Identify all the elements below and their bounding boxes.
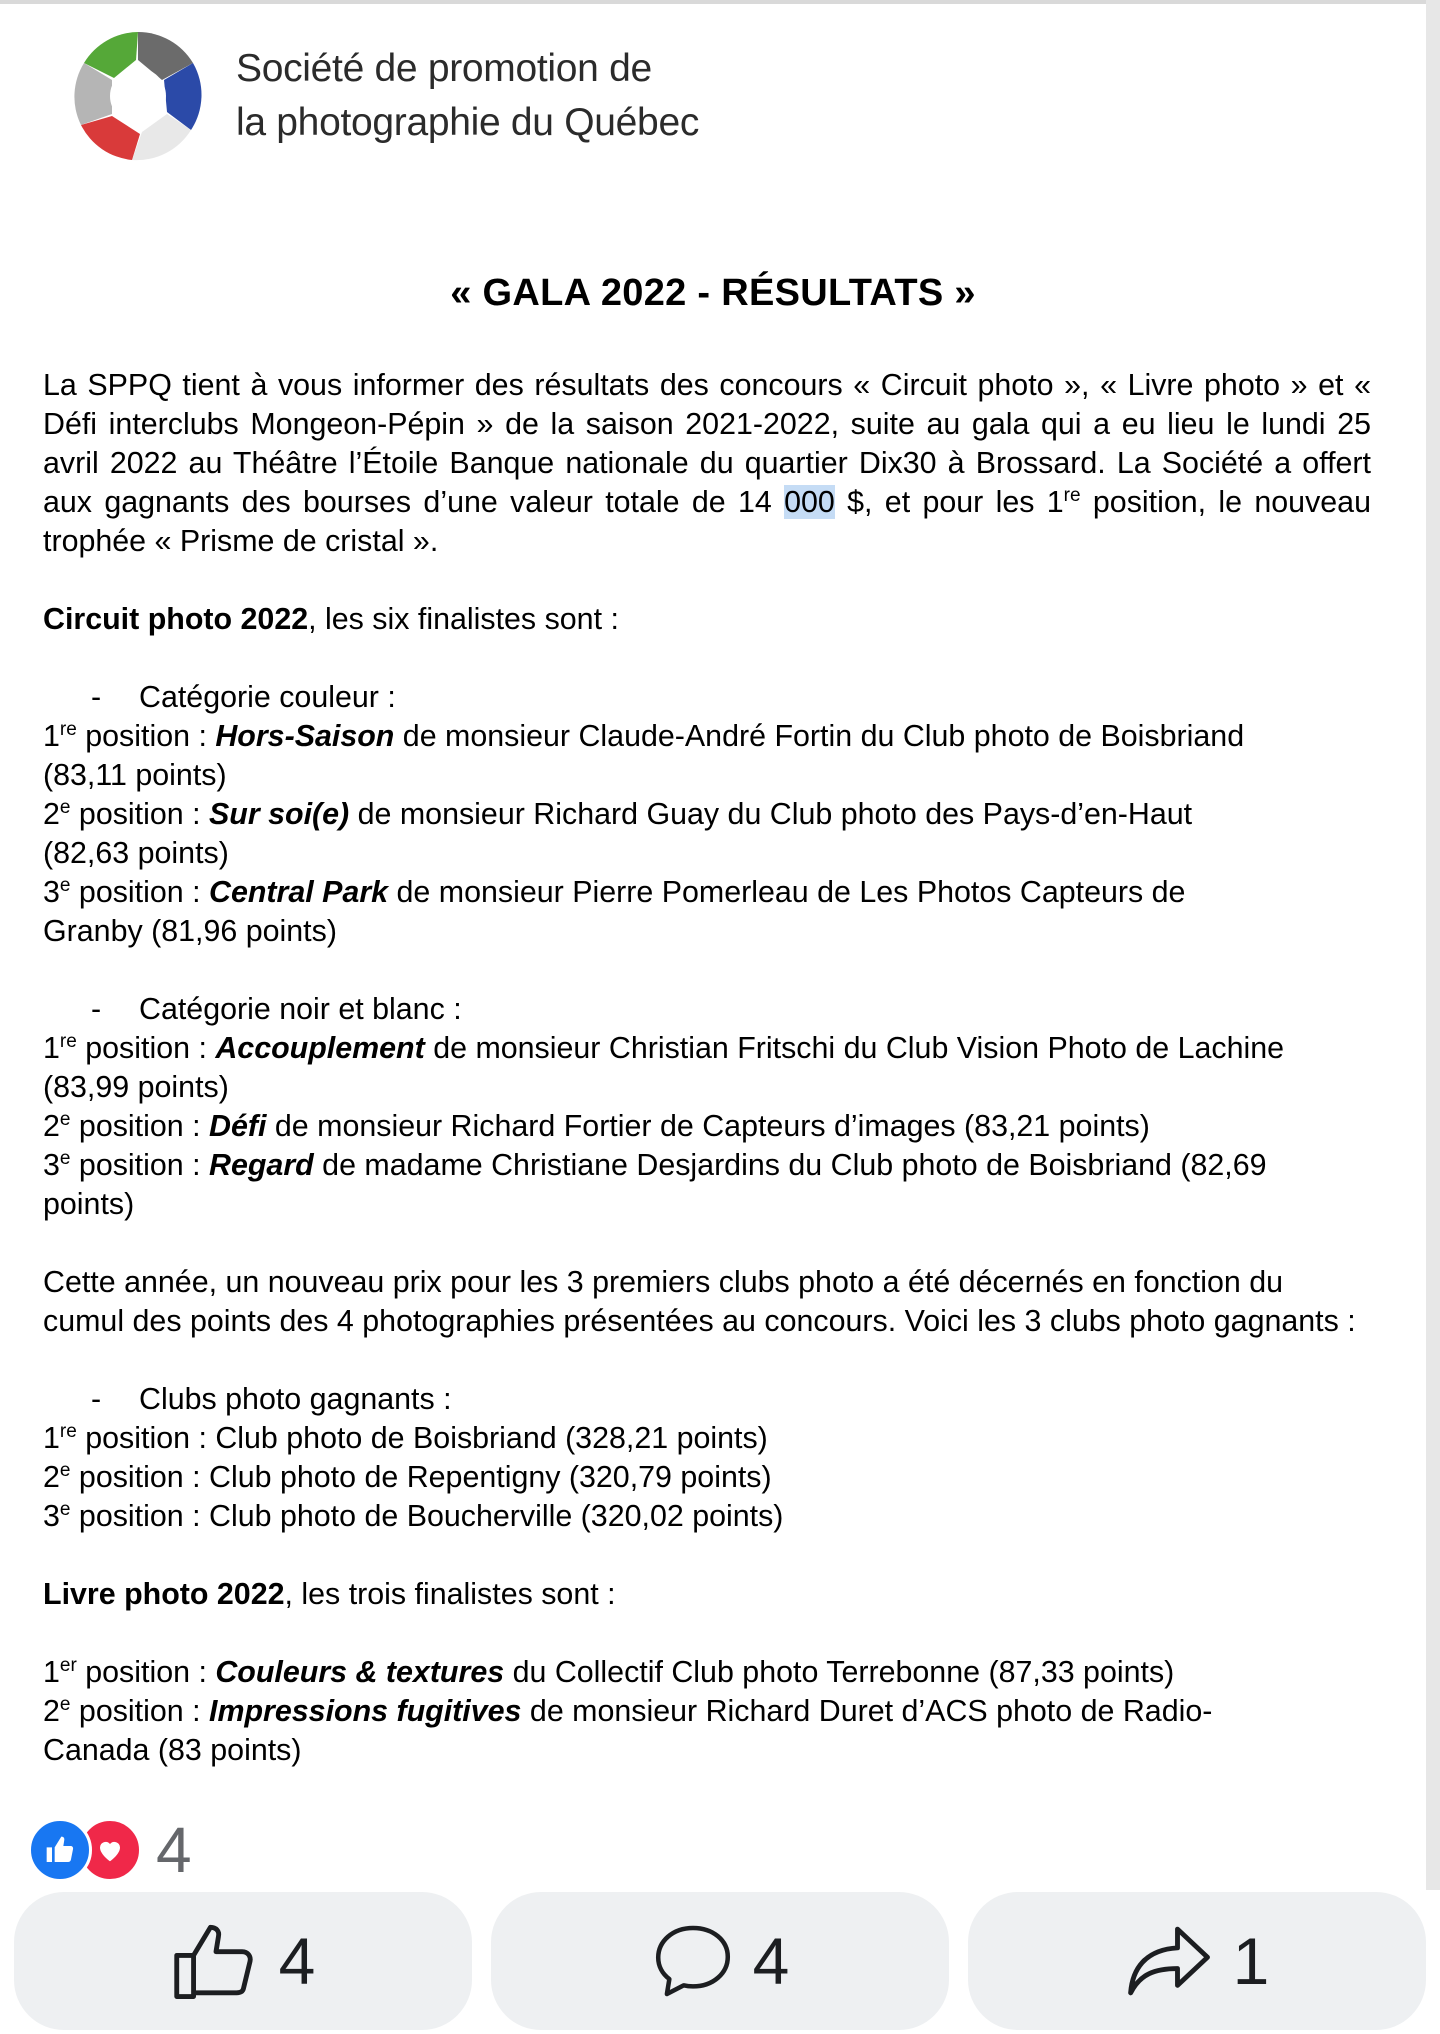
result-points: (83,11 points) — [43, 758, 227, 792]
category-label: Clubs photo gagnants : — [139, 1382, 452, 1416]
like-count: 4 — [278, 1924, 316, 1998]
circuit-heading-bold: Circuit photo 2022 — [43, 602, 309, 636]
club-item: 2e position : Club photo de Repentigny (320,79 points) — [43, 1460, 772, 1494]
selected-text[interactable]: 000 — [784, 485, 835, 519]
result-points: (82,63 points) — [43, 836, 229, 870]
document-title: « GALA 2022 - RÉSULTATS » — [450, 272, 976, 314]
category-noir-blanc: - Catégorie noir et blanc : — [91, 992, 462, 1026]
club-item: 3e position : Club photo de Boucherville (320,02 points) — [43, 1499, 784, 1533]
scroll-edge[interactable] — [1426, 0, 1440, 1890]
result-item: 1re position : Hors-Saison de monsieur Claude-André Fortin du Club photo de Boisbriand — [43, 719, 1245, 753]
intro-text: $, et pour les 1 — [834, 485, 1064, 519]
comment-button[interactable] — [491, 1892, 949, 2030]
category-couleur: - Catégorie couleur : — [91, 680, 396, 714]
reaction-count: 4 — [156, 1814, 192, 1886]
like-reaction-icon — [28, 1818, 92, 1882]
circuit-heading-rest: , les six finalistes sont : — [308, 602, 619, 636]
result-item: 2e position : Défi de monsieur Richard Fortier de Capteurs d’images (83,21 points) — [43, 1109, 1150, 1143]
result-points: Granby (81,96 points) — [43, 914, 337, 948]
result-points: (83,99 points) — [43, 1070, 229, 1104]
result-points: Canada (83 points) — [43, 1733, 302, 1767]
livre-heading — [43, 1575, 1371, 1614]
share-count: 1 — [1232, 1924, 1270, 1998]
thumbs-up-icon — [171, 1918, 261, 2004]
work-title: Accouplement — [215, 1031, 425, 1065]
club-item: 1re position : Club photo de Boisbriand (328,21 points) — [43, 1421, 768, 1455]
comment-icon — [651, 1921, 735, 2001]
category-label: Catégorie couleur : — [139, 680, 396, 714]
org-name-line1: Société de promotion de — [236, 47, 652, 90]
circuit-heading — [43, 600, 1371, 639]
org-name-line2: la photographie du Québec — [236, 101, 700, 144]
work-title: Regard — [209, 1148, 314, 1182]
intro-text: La SPPQ tient à vous informer des résultats des concours « Circuit photo », « Livre photo » et « Défi interclubs Mongeon-Pépin » de la saison 2021-2022, suite au gala qui a eu lieu le lundi 25 avril 2022 au Théâtre l’Étoile Banque nationale du quartier Dix30 à Brossard. La Société a offert aux gagnants des bourses d’une valeur totale de 14 — [43, 368, 1371, 519]
share-button[interactable] — [968, 1892, 1426, 2030]
org-name — [236, 42, 699, 150]
result-item: 3e position : Central Park de monsieur Pierre Pomerleau de Les Photos Capteurs de — [43, 875, 1186, 909]
org-header — [72, 26, 699, 166]
share-arrow-icon — [1125, 1921, 1215, 2001]
document-body — [43, 366, 1371, 1770]
category-label: Catégorie noir et blanc : — [139, 992, 462, 1026]
reactions-summary[interactable] — [28, 1814, 192, 1886]
result-item: 2e position : Sur soi(e) de monsieur Richard Guay du Club photo des Pays-d’en-Haut — [43, 797, 1193, 831]
result-item: 3e position : Regard de madame Christiane Desjardins du Club photo de Boisbriand (82,69 — [43, 1148, 1267, 1182]
comment-count: 4 — [752, 1924, 790, 1998]
result-item: 2e position : Impressions fugitives de monsieur Richard Duret d’ACS photo de Radio- — [43, 1694, 1213, 1728]
result-points: points) — [43, 1187, 135, 1221]
intro-text: position, le nouveau trophée « Prisme de cristal ». — [43, 485, 1371, 558]
work-title: Sur soi(e) — [209, 797, 350, 831]
intro-paragraph — [43, 366, 1371, 561]
livre-heading-bold: Livre photo 2022 — [43, 1577, 285, 1611]
category-clubs: - Clubs photo gagnants : — [91, 1382, 452, 1416]
work-title: Couleurs & textures — [215, 1655, 505, 1689]
sppq-logo-icon — [72, 30, 204, 162]
work-title: Hors-Saison — [215, 719, 395, 753]
action-bar — [14, 1892, 1426, 2034]
result-item: 1er position : Couleurs & textures du Collectif Club photo Terrebonne (87,33 points) — [43, 1655, 1175, 1689]
livre-heading-rest: , les trois finalistes sont : — [284, 1577, 616, 1611]
work-title: Défi — [209, 1109, 267, 1143]
clubs-intro: Cette année, un nouveau prix pour les 3 premiers clubs photo a été décernés en fonction du cumul des points des 4 photographies présentées au concours. Voici les 3 clubs photo gagnants : — [43, 1265, 1356, 1338]
result-item: 1re position : Accouplement de monsieur Christian Fritschi du Club Vision Photo de Lachine — [43, 1031, 1285, 1065]
work-title: Impressions fugitives — [209, 1694, 522, 1728]
superscript: re — [1063, 485, 1081, 506]
like-button[interactable] — [14, 1892, 472, 2030]
work-title: Central Park — [209, 875, 389, 909]
